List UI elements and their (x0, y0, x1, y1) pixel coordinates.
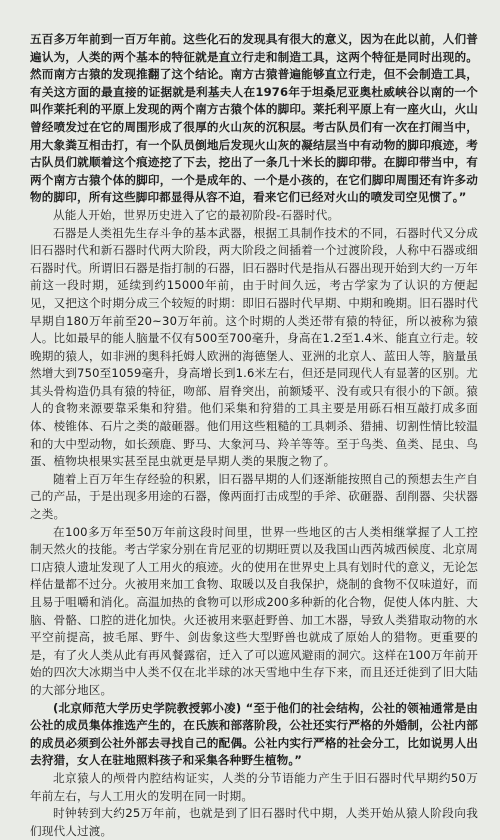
paragraph-stone-age-intro: 从能人开始，世界历史进入了它的最初阶段-石器时代。 (53, 207, 340, 222)
paragraph-use-of-fire: 在100多万年至50万年前这段时间里，世界一些地区的古人类相继掌握了人工控制天然火的技能。考古学家分别在肯尼亚的切期旺贾以及我国山西芮城西候度、北京周口店猿人遗址发现了人工用火的痕迹。火的使用在世界史上具有划时代的意义，无论怎样估量都不过分。火被用来加工食物、取暖以及自我保护，烧制的食物不仅味道好，而且易于咀嚼和消化。高温加热的食物可以形成200多种新的化合物，促使人体内脏、大脑、骨骼、口腔的进化加快。火还被用来驱赶野兽、加工木器，导致人类猎取动物的水平空前提高，披毛犀、野牛、剑齿象这些大型野兽也就成了原始人的猎物。更重要的是，有了火人类从此有再风餐露宿，迁入了可以遮风避雨的洞穴。这样在100万年前开始的四次大冰期当中人类不仅在北半球的冰天雪地中生存下来，而且还迁徙到了旧大陆的大部分地区。 (30, 524, 478, 697)
paragraph-quote-social-structure: (北京师范大学历史学院教授郭小凌) “至于他们的社会结构，公社的领袖通常是由公社的成员集体推选产生的，在氏族和部落阶段，公社还实行严格的外婚制，公社内部的成员必须到公社外部去寻找自己的配偶。公社内实行严格的社会分工，比如说男人出去狩猎，女人在驻地照料孩子和采集各种野生植物。” (30, 700, 478, 768)
paragraph-paleolithic-periods: 石器是人类祖先生存斗争的基本武器，根据工具制作技术的不同，石器时代又分成旧石器时代和新石器时代两大阶段，两大阶段之间插着一个过渡阶段，人称中石器或细石器时代。所谓旧石器是指打制的石器，旧石器时代是指从石器出现开始到大约一万年前这一段时期，延续到约15000年前，由于时间久远，考古学家为了认识的方便起见，又把这个时期分成三个较短的时期：即旧石器时代早期、中期和晚期。旧石器时代早期自180万年前至20~30万年前。这个时期的人类还带有猿的特征，所以被称为猿人。比如最早的能人脑量不仅有500至700毫升，身高在1.2至1.4米、能直立行走。较晚期的猿人，如非洲的奥科托姆人欧洲的海德堡人、亚洲的北京人、蓝田人等，脑量虽然增大到750至1059毫升，身高增长到1.6米左右，但还是同现代人有显著的区别。尤其头骨构造仍具有猿的特征，吻部、眉脊突出，前额矮平、没有或只有很小的下颌。猿人的食物来源要靠采集和狩猎。他们采集和狩猎的工具主要是用砾石相互敲打成多面体、棱锥体、石片之类的敲砸器。他们用这些粗糙的工具刺杀、猎捕、切割性情比较温和的大中型动物，如长颈鹿、野马、大象河马、羚羊等等。至于鸟类、鱼类、昆虫、鸟蛋、植物块根果实甚至昆虫就更是早期人类的果腹之物了。 (30, 225, 478, 469)
paragraph-tool-evolution: 随着上百万年生存经验的积累，旧石器早期的人们逐渐能按照自己的预想去生产自己的产品，于是出现多用途的石器，像两面打击成型的手斧、砍砸器、刮削器、尖状器之类。 (30, 471, 478, 522)
paragraph-middle-paleolithic: 时钟转到大约25万年前，也就是到了旧石器时代中期，人类开始从猿人阶段向我们现代人过渡。 (30, 806, 478, 838)
paragraph-australopithecus-footprints: 五百多万年前到一百万年前。这些化石的发现具有很大的意义，因为在此以前，人们普遍认为，人类的两个基本的特征就是直立行走和制造工具，这两个特征是同时出现的。然而南方古猿的发现推翻了这个结论。南方古猿普遍能够直立行走，但不会制造工具，有关这方面的最直接的证据就是利基夫人在1976年于坦桑尼亚奥杜威峡谷以南的一个叫作莱托利的平原上发现的两个南方古猿个体的脚印。莱托利平原上有一座火山，火山曾经喷发过在它的周围形成了很厚的火山灰的沉积层。考古队员们有一次在打闹当中，用大象粪互相击打，有一个队员倒地后发现火山灰的凝结层当中有动物的脚印痕迹，考古队员们就顺着这个痕迹挖了下去，挖出了一条几十米长的脚印带。在脚印带当中，有两个南方古猿个体的脚印，一个是成年的、一个是小孩的，在它们脚印周围还有许多动物的脚印，所有这些脚印都显得从容不迫，看来它们已经对火山的喷发司空见惯了。” (30, 32, 478, 205)
paragraph-language-origin: 北京猿人的颅骨内腔结构证实，人类的分节语能力产生于旧石器时代早期约50万年前左右，与人工用火的发明在同一时期。 (30, 770, 478, 803)
